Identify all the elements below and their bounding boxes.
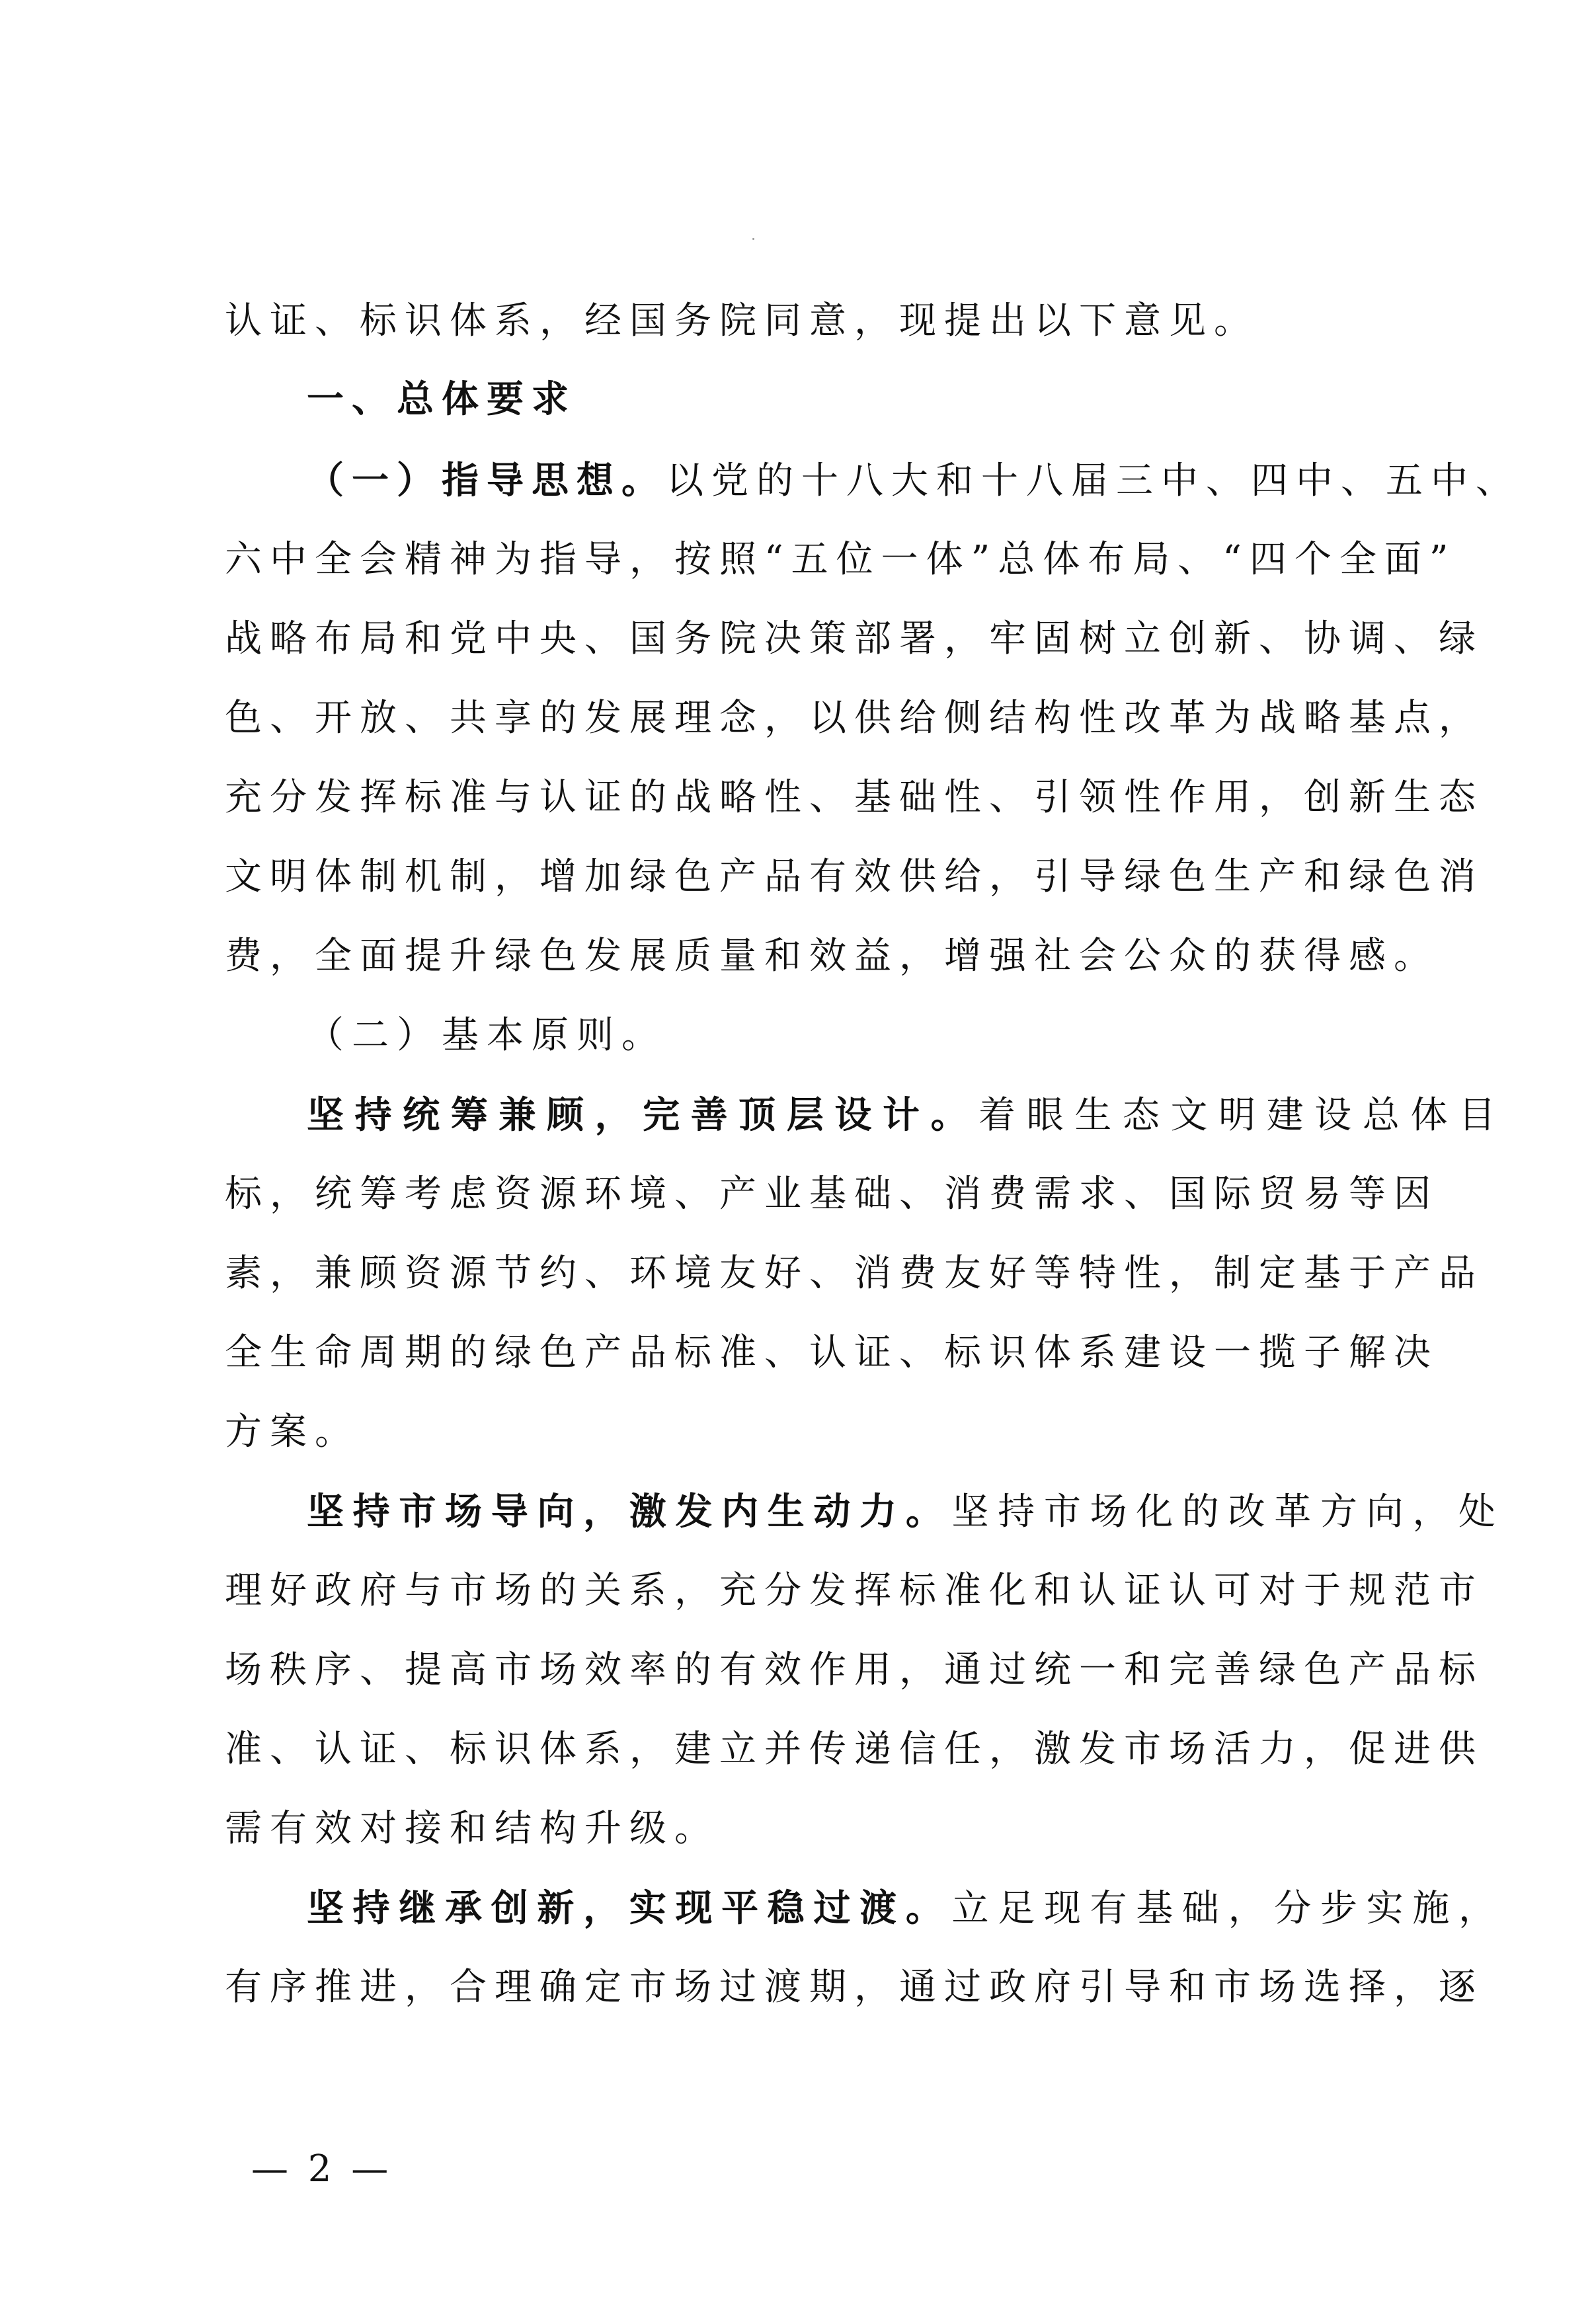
body-line: [225, 1796, 1421, 1862]
body-line: [225, 1320, 1439, 1386]
body-line: [225, 923, 1439, 989]
text-run: 坚持市场化的改革方向，处: [951, 1491, 1504, 1533]
text-run: 以党的十八大和十八届三中、四中、五中、: [666, 459, 1521, 502]
principle-title: 坚持继承创新，实现平稳过渡。: [307, 1886, 952, 1930]
text-run: 认证、标识体系，经国务院同意，现提出以下意见。: [225, 299, 1259, 342]
body-line: [225, 1558, 1484, 1624]
body-line: [225, 527, 1456, 593]
principle-title: 坚持市场导向，激发内生动力。: [307, 1490, 952, 1533]
body-line: [225, 685, 1484, 752]
text-run: 六中全会精神为指导，按照“五位一体”总体布局、“四个全面”: [225, 538, 1456, 581]
text-run: 着眼生态文明建设总体目: [978, 1094, 1504, 1137]
body-line: [225, 1399, 1421, 1465]
section-heading-text: 一、总体要求: [307, 377, 577, 421]
text-run: 标，统筹考虑资源环境、产业基础、消费需求、国际贸易等因: [225, 1173, 1439, 1216]
scan-artifact-dot: [752, 238, 754, 240]
body-line: [225, 1875, 1503, 1941]
page-number: — 2 —: [251, 2148, 393, 2190]
body-line: [225, 1241, 1484, 1307]
text-run: 全生命周期的绿色产品标准、认证、标识体系建设一揽子解决: [225, 1331, 1439, 1374]
text-run: 有序推进，合理确定市场过渡期，通过政府引导和市场选择，逐: [225, 1966, 1484, 2009]
text-run: 色、开放、共享的发展理念，以供给侧结构性改革为战略基点，: [225, 697, 1484, 740]
subsection-heading: [225, 1003, 1503, 1069]
text-run: 战略布局和党中央、国务院决策部署，牢固树立创新、协调、绿: [225, 617, 1484, 660]
text-run: 充分发挥标准与认证的战略性、基础性、引领性作用，创新生态: [225, 776, 1484, 819]
text-run: 素，兼顾资源节约、环境友好、消费友好等特性，制定基于产品: [225, 1252, 1484, 1295]
text-run: 准、认证、标识体系，建立并传递信任，激发市场活力，促进供: [225, 1728, 1484, 1771]
subsection-title: （一）指导思想。: [307, 459, 666, 502]
subsection-title: （二）基本原则。: [307, 1014, 666, 1057]
body-line: [225, 1161, 1439, 1227]
text-run: 需有效对接和结构升级。: [225, 1807, 719, 1850]
body-line: [225, 844, 1484, 910]
section-heading: [225, 366, 1503, 432]
text-run: 场秩序、提高市场效率的有效作用，通过统一和完善绿色产品标: [225, 1648, 1484, 1691]
text-run: 理好政府与市场的关系，充分发挥标准化和认证认可对于规范市: [225, 1569, 1484, 1612]
body-line: [225, 288, 1421, 354]
body-line: [225, 447, 1521, 514]
body-line: [225, 765, 1484, 831]
body-line: [225, 1082, 1503, 1148]
principle-title: 坚持统筹兼顾，完善顶层设计。: [307, 1093, 979, 1137]
body-line: [225, 1955, 1484, 2021]
text-run: 立足现有基础，分步实施，: [951, 1887, 1504, 1930]
body-line: [225, 1717, 1484, 1783]
body-line: [225, 606, 1484, 672]
body-line: [225, 1637, 1484, 1703]
body-line: [225, 1479, 1503, 1545]
text-run: 方案。: [225, 1411, 360, 1453]
text-run: 费，全面提升绿色发展质量和效益，增强社会公众的获得感。: [225, 935, 1439, 978]
text-run: 文明体制机制，增加绿色产品有效供给，引导绿色生产和绿色消: [225, 855, 1484, 898]
